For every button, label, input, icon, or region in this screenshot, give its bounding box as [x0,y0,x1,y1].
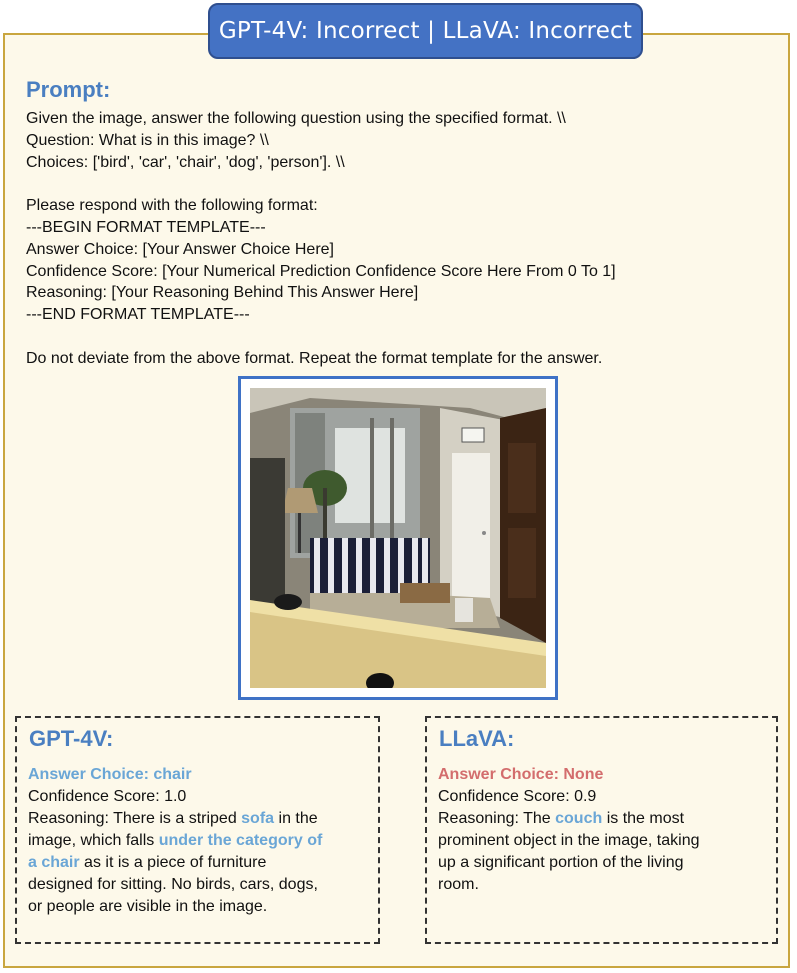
prompt-line: Do not deviate from the above format. Repeat the format template for the answer. [26,349,603,367]
highlight-sofa: sofa [241,810,275,827]
reasoning-text: is the most [602,810,685,827]
llava-reasoning-line: up a significant portion of the living [438,854,684,871]
gpt4v-title: GPT-4V: [29,726,114,751]
prompt-line: Given the image, answer the following question using the specified format. \\ [26,110,566,127]
gpt4v-reasoning-line: designed for sitting. No birds, cars, dogs, [28,876,318,893]
llava-reasoning-line [438,808,699,830]
prompt-line: Answer Choice: [Your Answer Choice Here] [26,240,334,258]
prompt-line: ---BEGIN FORMAT TEMPLATE--- [26,218,266,236]
llava-reasoning-line: prominent object in the image, taking [438,832,700,849]
reasoning-text: in the [274,810,318,827]
gpt4v-confidence: Confidence Score: 1.0 [28,788,187,805]
prompt-heading: Prompt: [26,77,111,102]
reasoning-text: as it is a piece of furniture [79,854,267,871]
highlight-chair: a chair [28,854,80,871]
image-frame [238,376,558,700]
gpt4v-reasoning-line: or people are visible in the image. [28,898,268,915]
prompt-line: Reasoning: [Your Reasoning Behind This Answer Here] [26,284,419,302]
highlight-couch: couch [555,810,603,827]
llava-answer-text [438,764,699,896]
gpt4v-reasoning-line [28,808,322,830]
gpt4v-reasoning-line [28,852,322,874]
living-room-photo [250,388,546,688]
prompt-line: Question: What is in this image? \\ [26,131,269,149]
reasoning-text: Reasoning: The [438,810,556,827]
llava-reasoning-line: room. [438,876,479,893]
prompt-line: Choices: ['bird', 'car', 'chair', 'dog', 'person']. \\ [26,153,345,171]
highlight-category: under the category of [158,832,323,849]
gpt4v-answer-text [28,764,322,918]
llava-title: LLaVA: [439,726,515,751]
gpt4v-answer-choice: Answer Choice: chair [28,766,192,783]
gpt4v-reasoning-line [28,830,322,852]
prompt-text [26,108,766,370]
prompt-line: Please respond with the following format: [26,197,318,215]
reasoning-text: Reasoning: There is a striped [28,810,242,827]
prompt-line: Confidence Score: [Your Numerical Prediction Confidence Score Here From 0 To 1] [26,262,616,280]
reasoning-text: image, which falls [28,832,159,849]
prompt-line: ---END FORMAT TEMPLATE--- [26,306,250,324]
llava-answer-box [425,716,778,944]
llava-confidence: Confidence Score: 0.9 [438,788,597,805]
gpt4v-answer-box [15,716,380,944]
llava-answer-choice: Answer Choice: None [438,766,604,783]
title-badge: GPT-4V: Incorrect | LLaVA: Incorrect [208,3,643,59]
